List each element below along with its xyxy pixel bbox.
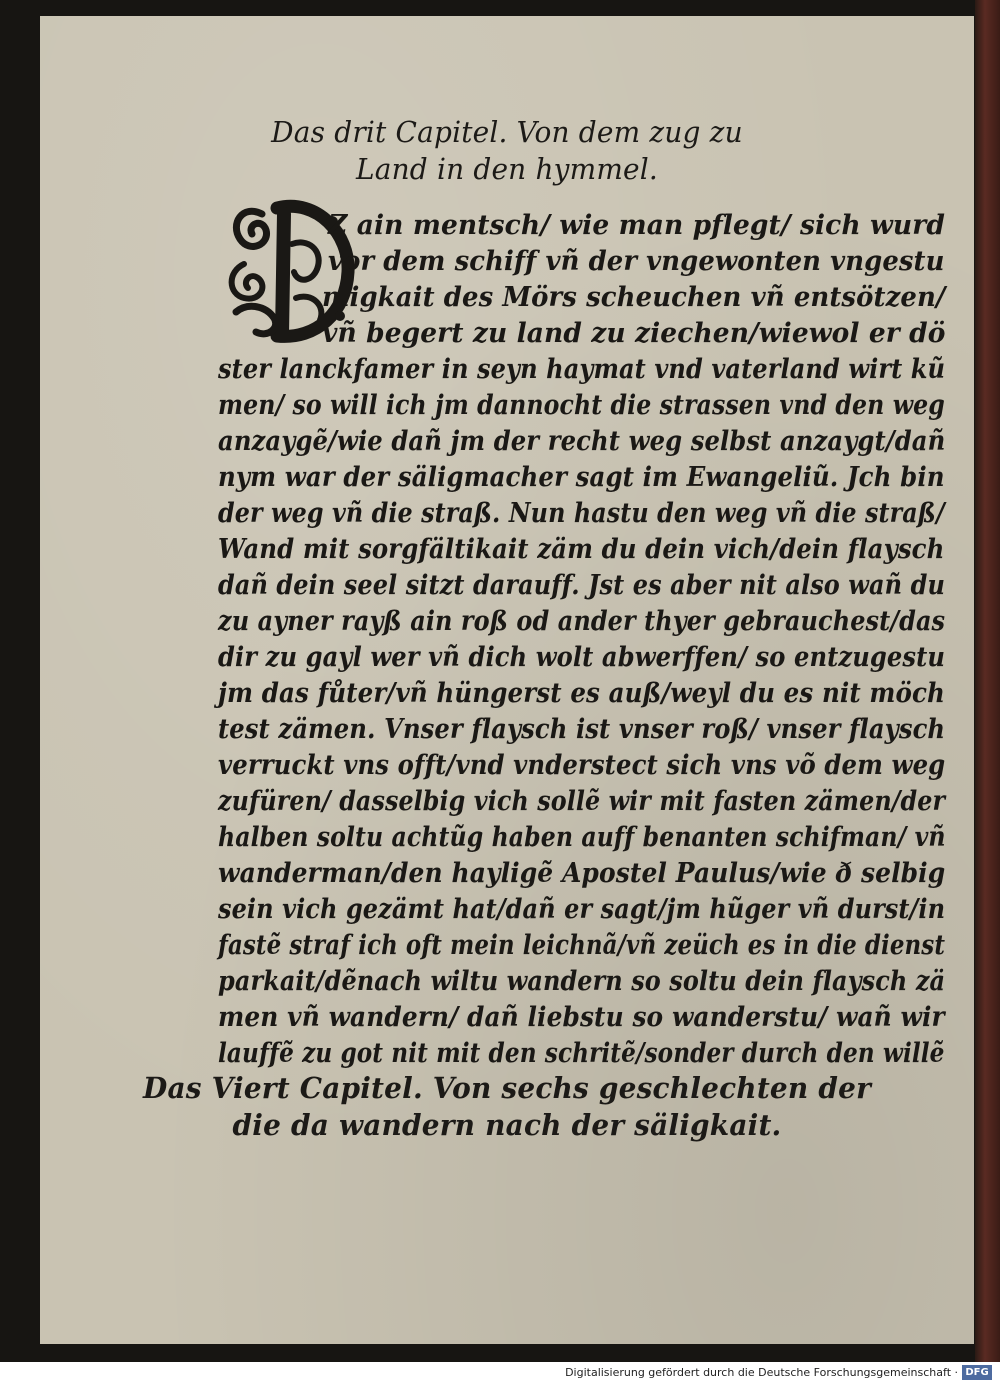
- chapter-heading-4-line-2: die da wandern nach der säligkait.: [232, 1108, 782, 1142]
- chapter-heading-4: [40, 1070, 974, 1144]
- body-line: lauffẽ zu got nit mit den schritẽ/sonder durch den willẽ: [218, 1038, 945, 1069]
- body-line: men/ so will ich jm dannocht die strassen vnd den weg: [218, 390, 945, 421]
- body-line: migkait des Mörs scheuchen vñ entsötzen/: [322, 282, 946, 313]
- body-line: parkait/dẽnach wiltu wandern so soltu dein flaysch zä: [218, 966, 946, 997]
- dfg-logo: DFG: [962, 1365, 992, 1380]
- body-line: zufüren/ dasselbig vich sollẽ wir mit fasten zämen/der: [218, 786, 946, 817]
- body-line: dir zu gayl wer vñ dich wolt abwerffen/ so entzugestu: [218, 642, 946, 673]
- body-line: sein vich gezämt hat/dañ er sagt/jm hũger vñ durst/in: [218, 894, 946, 925]
- body-line: zu ayner rayß ain roß od ander thyer gebrauchest/das: [218, 606, 946, 637]
- body-line: wanderman/den hayligẽ Apostel Paulus/wie ð selbig: [218, 858, 946, 889]
- body-line: jm das fůter/vñ hüngerst es auß/weyl du es nit möch: [218, 678, 946, 709]
- body-line: vor dem schiff vñ der vngewonten vngestu: [328, 246, 945, 277]
- body-line: nym war der säligmacher sagt im Ewangeliũ. Jch bin: [218, 462, 945, 493]
- book-page: [40, 16, 974, 1344]
- body-line: halben soltu achtũg haben auff benanten schifman/ vñ: [218, 822, 946, 853]
- body-line: men vñ wandern/ dañ liebstu so wanderstu/ wañ wir: [218, 1002, 945, 1033]
- book-binding-edge: [975, 0, 1000, 1362]
- body-line: anzaygẽ/wie dañ jm der recht weg selbst anzaygt/dañ: [218, 426, 946, 457]
- body-line: dañ dein seel sitzt darauff. Jst es aber nit also wañ du: [218, 570, 945, 601]
- body-line: ster lanckfamer in seyn haymat vnd vaterland wirt kũ: [218, 354, 946, 385]
- body-text: [40, 16, 974, 1344]
- chapter-heading-3-line-2: Land in den hymmel.: [355, 152, 659, 186]
- body-line: fastẽ straf ich oft mein leichnã/vñ zeüch es in die dienst: [218, 930, 946, 961]
- chapter-heading-4-line-1: Das Viert Capitel. Von sechs geschlechten der: [143, 1071, 871, 1105]
- body-line: vñ begert zu land zu ziechen/wiewol er dö: [322, 318, 946, 349]
- body-line: verruckt vns offt/vnd vnderstect sich vns võ dem weg: [218, 750, 946, 781]
- chapter-heading-3-line-1: Das drit Capitel. Von dem zug zu: [271, 115, 743, 149]
- funding-credit: Digitalisierung gefördert durch die Deutsche Forschungsgemeinschaft ·: [565, 1366, 958, 1379]
- body-line: Z ain mentsch/ wie man pflegt/ sich wurd: [328, 210, 945, 241]
- footer-bar: [0, 1362, 1000, 1385]
- body-line: der weg vñ die straß. Nun hastu den weg vñ die straß/: [218, 498, 945, 529]
- body-line: Wand mit sorgfältikait zäm du dein vich/dein flaysch: [218, 534, 945, 565]
- body-line: test zämen. Vnser flaysch ist vnser roß/ vnser flaysch: [218, 714, 946, 745]
